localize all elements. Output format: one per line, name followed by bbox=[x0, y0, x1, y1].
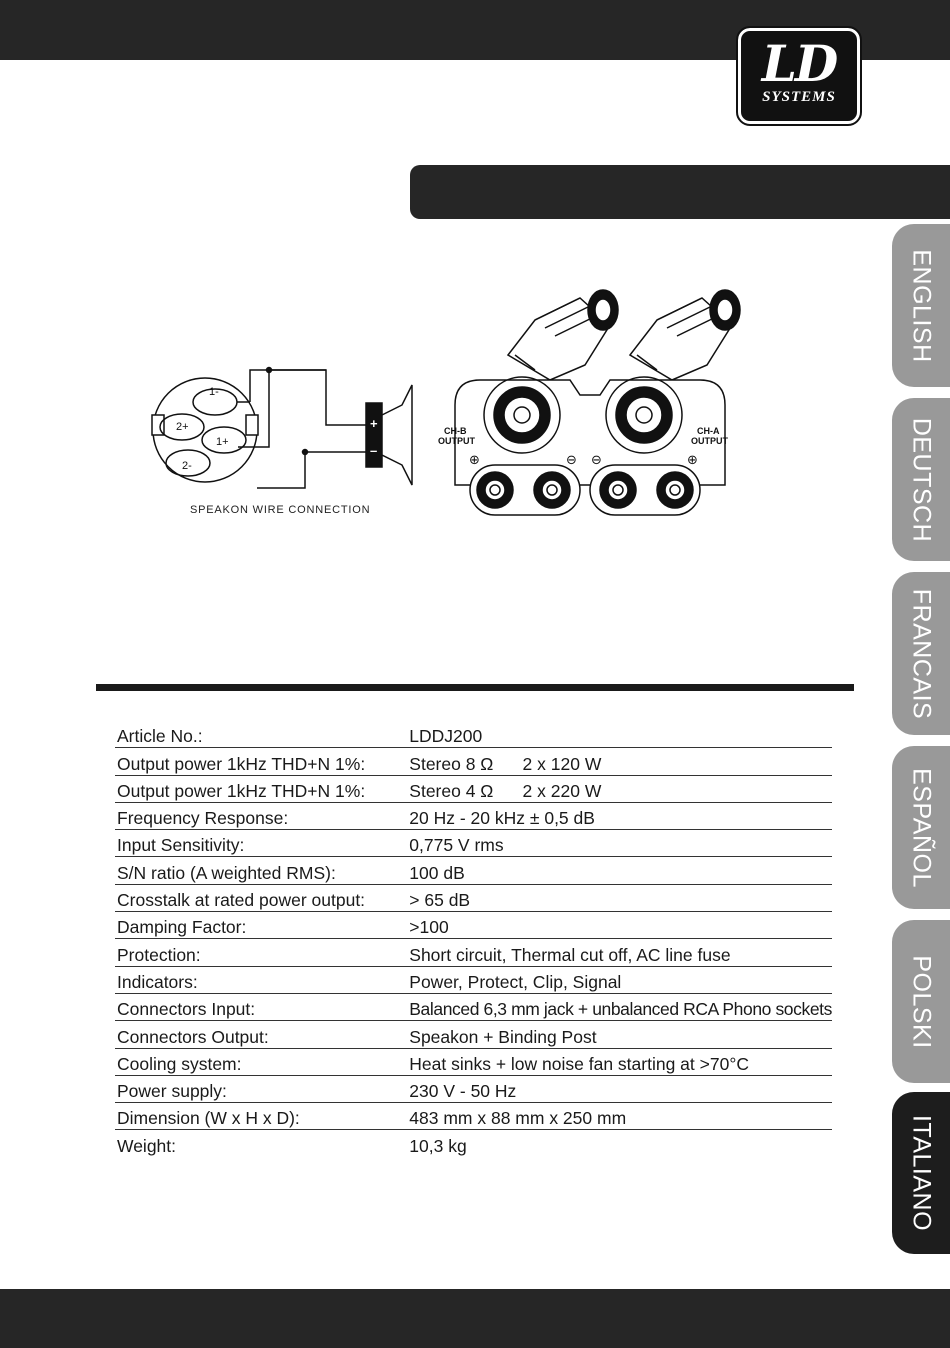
speaker-cone-icon bbox=[382, 385, 412, 485]
spec-label: Article No.: bbox=[115, 721, 407, 748]
speaker-connection-diagram bbox=[140, 270, 760, 530]
table-row bbox=[115, 748, 832, 775]
table-row bbox=[115, 830, 832, 857]
table-row bbox=[115, 912, 832, 939]
spec-value: 0,775 V rms bbox=[407, 830, 832, 857]
spec-label: Crosstalk at rated power output: bbox=[115, 884, 407, 911]
spec-label: Dimension (W x H x D): bbox=[115, 1103, 407, 1130]
tab-italiano-label: ITALIANO bbox=[907, 1114, 936, 1232]
spec-value: 483 mm x 88 mm x 250 mm bbox=[407, 1103, 832, 1130]
spec-label: Output power 1kHz THD+N 1%: bbox=[115, 775, 407, 802]
table-row bbox=[115, 1048, 832, 1075]
spec-value: >100 bbox=[407, 912, 832, 939]
table-row bbox=[115, 1075, 832, 1102]
pin-label-1-plus: 1+ bbox=[216, 436, 229, 448]
spec-value: Balanced 6,3 mm jack + unbalanced RCA Phono sockets bbox=[407, 993, 832, 1020]
table-row bbox=[115, 1103, 832, 1130]
speakon-plug-right bbox=[630, 290, 740, 380]
ch-a-plus-symbol: ⊕ bbox=[687, 453, 698, 468]
ch-b-label-1: CH-B bbox=[444, 426, 467, 436]
spec-label: Protection: bbox=[115, 939, 407, 966]
tab-espanol-label: ESPAÑOL bbox=[907, 767, 936, 888]
tab-francais-label: FRANCAIS bbox=[907, 588, 936, 719]
tab-francais[interactable] bbox=[892, 572, 950, 735]
table-row bbox=[115, 802, 832, 829]
spec-value: Stereo 4 Ω 2 x 220 W bbox=[407, 775, 832, 802]
spec-value: Short circuit, Thermal cut off, AC line fuse bbox=[407, 939, 832, 966]
tab-deutsch[interactable] bbox=[892, 398, 950, 561]
spec-label: Indicators: bbox=[115, 966, 407, 993]
spec-label: Connectors Input: bbox=[115, 993, 407, 1020]
tab-polski[interactable] bbox=[892, 920, 950, 1083]
ch-b-minus-symbol: ⊖ bbox=[566, 453, 577, 468]
spec-label: Connectors Output: bbox=[115, 1021, 407, 1048]
table-row bbox=[115, 939, 832, 966]
section-title-bar bbox=[410, 165, 950, 219]
table-row bbox=[115, 721, 832, 748]
tab-polski-label: POLSKI bbox=[907, 954, 936, 1049]
footer-bar bbox=[0, 1289, 950, 1348]
pin-label-2-minus: 2- bbox=[182, 460, 192, 472]
spec-label: Frequency Response: bbox=[115, 802, 407, 829]
speakon-connector-face bbox=[153, 378, 257, 482]
speaker-minus-label: – bbox=[370, 443, 378, 458]
ch-b-plus-symbol: ⊕ bbox=[469, 453, 480, 468]
spec-label: Power supply: bbox=[115, 1075, 407, 1102]
ch-a-label-1: CH-A bbox=[697, 426, 720, 436]
table-row bbox=[115, 884, 832, 911]
spec-value: LDDJ200 bbox=[407, 721, 832, 748]
diagram-caption: SPEAKON WIRE CONNECTION bbox=[190, 504, 371, 516]
ch-a-label-2: OUTPUT bbox=[691, 436, 728, 446]
tab-english[interactable] bbox=[892, 224, 950, 387]
table-row bbox=[115, 1021, 832, 1048]
table-row bbox=[115, 857, 832, 884]
table-row bbox=[115, 993, 832, 1020]
spec-label: Output power 1kHz THD+N 1%: bbox=[115, 748, 407, 775]
table-row bbox=[115, 1130, 832, 1157]
logo-main-text: LD bbox=[761, 34, 837, 93]
pin-label-2-plus: 2+ bbox=[176, 421, 189, 433]
spec-value: 230 V - 50 Hz bbox=[407, 1075, 832, 1102]
ch-a-minus-symbol: ⊖ bbox=[591, 453, 602, 468]
ld-systems-logo bbox=[738, 28, 860, 124]
spec-label: Damping Factor: bbox=[115, 912, 407, 939]
pin-label-1-minus: 1- bbox=[209, 386, 219, 398]
specifications-table bbox=[115, 721, 832, 1157]
spec-label: Cooling system: bbox=[115, 1048, 407, 1075]
tab-english-label: ENGLISH bbox=[907, 248, 936, 363]
ch-b-label-2: OUTPUT bbox=[438, 436, 475, 446]
speakon-plug-left bbox=[508, 290, 618, 380]
spec-label: Weight: bbox=[117, 1135, 177, 1156]
speaker-plus-label: + bbox=[370, 416, 378, 431]
tab-deutsch-label: DEUTSCH bbox=[907, 417, 936, 542]
spec-label: Input Sensitivity: bbox=[115, 830, 407, 857]
spec-value: 100 dB bbox=[407, 857, 832, 884]
spec-value: 20 Hz - 20 kHz ± 0,5 dB bbox=[407, 802, 832, 829]
table-row bbox=[115, 966, 832, 993]
section-divider bbox=[96, 684, 854, 691]
tab-espanol[interactable] bbox=[892, 746, 950, 909]
spec-value: Power, Protect, Clip, Signal bbox=[407, 966, 832, 993]
spec-value: Heat sinks + low noise fan starting at >70°C bbox=[407, 1048, 832, 1075]
table-row bbox=[115, 775, 832, 802]
wire-1-minus-run bbox=[250, 370, 366, 425]
rear-panel bbox=[455, 290, 740, 515]
spec-value: Stereo 8 Ω 2 x 120 W bbox=[407, 748, 832, 775]
wire-2-minus bbox=[257, 452, 305, 488]
logo-sub-text: SYSTEMS bbox=[762, 89, 836, 105]
spec-label: S/N ratio (A weighted RMS): bbox=[115, 857, 407, 884]
spec-value: 10,3 kg bbox=[409, 1135, 467, 1156]
spec-value: Speakon + Binding Post bbox=[407, 1021, 832, 1048]
spec-value: > 65 dB bbox=[407, 884, 832, 911]
tab-italiano[interactable] bbox=[892, 1092, 950, 1254]
